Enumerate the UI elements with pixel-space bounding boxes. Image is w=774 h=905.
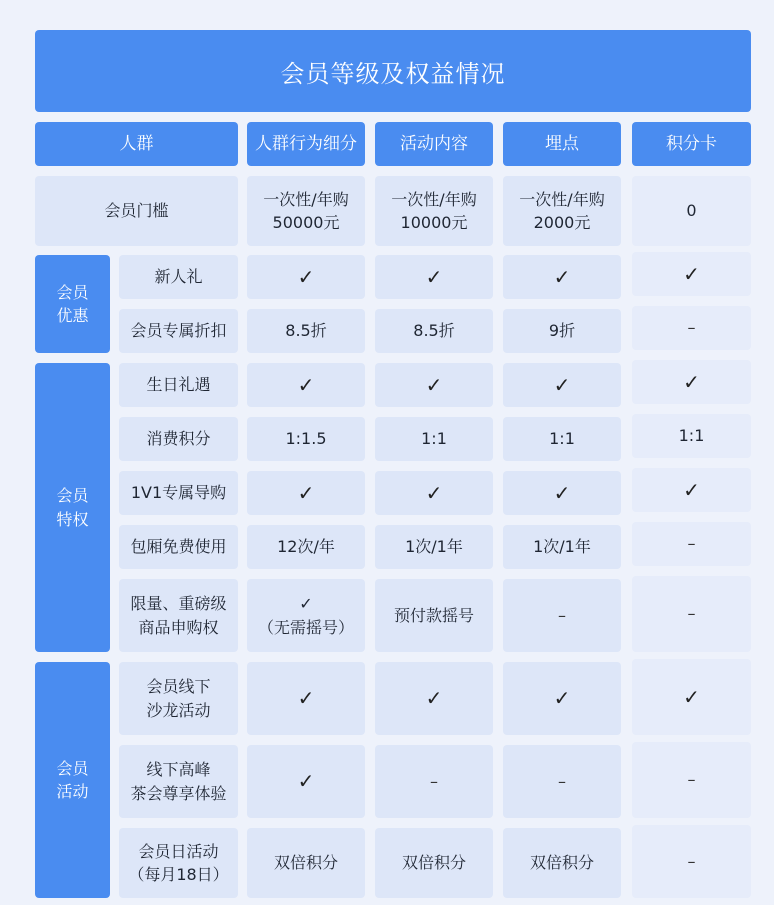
table-cell: 预付款摇号	[375, 579, 493, 652]
table-cell: 双倍积分	[247, 828, 365, 898]
header-col1: 人群行为细分	[247, 122, 365, 166]
row-label: 生日礼遇	[119, 363, 238, 407]
threshold-col2: 一次性/年购 10000元	[375, 176, 493, 246]
check-icon: ✓	[247, 745, 365, 818]
threshold-col4: 0	[632, 176, 751, 246]
header-col2: 活动内容	[375, 122, 493, 166]
check-icon: ✓	[247, 471, 365, 515]
row-label: 1V1专属导购	[119, 471, 238, 515]
row-label-threshold: 会员门槛	[35, 176, 238, 246]
check-icon: ✓	[503, 363, 621, 407]
row-label: 新人礼	[119, 255, 238, 299]
check-icon: ✓	[375, 363, 493, 407]
table-cell: 双倍积分	[375, 828, 493, 898]
row-label: 会员线下 沙龙活动	[119, 662, 238, 735]
row-label: 会员专属折扣	[119, 309, 238, 353]
table-cell: 1次/1年	[503, 525, 621, 569]
table-cell: 12次/年	[247, 525, 365, 569]
table-cell: 1次/1年	[375, 525, 493, 569]
table-cell: ✓ （无需摇号）	[247, 579, 365, 652]
row-label: 包厢免费使用	[119, 525, 238, 569]
group-member-privilege: 会员 特权	[35, 363, 110, 652]
header-col3: 埋点	[503, 122, 621, 166]
row-label: 线下高峰 茶会尊享体验	[119, 745, 238, 818]
table-cell: 8.5折	[247, 309, 365, 353]
check-icon: ✓	[503, 662, 621, 735]
dash-icon: –	[632, 825, 751, 898]
dash-icon: –	[503, 579, 621, 652]
row-label: 限量、重磅级 商品申购权	[119, 579, 238, 652]
dash-icon: –	[375, 745, 493, 818]
header-crowd: 人群	[35, 122, 238, 166]
row-label: 消费积分	[119, 417, 238, 461]
dash-icon: –	[503, 745, 621, 818]
check-icon: ✓	[375, 471, 493, 515]
check-icon: ✓	[247, 363, 365, 407]
threshold-col3: 一次性/年购 2000元	[503, 176, 621, 246]
check-icon: ✓	[632, 360, 751, 404]
check-icon: ✓	[503, 471, 621, 515]
table-cell: 1:1	[632, 414, 751, 458]
check-icon: ✓	[247, 662, 365, 735]
dash-icon: –	[632, 306, 751, 350]
check-icon: ✓	[632, 252, 751, 296]
page-title: 会员等级及权益情况	[35, 30, 751, 112]
table-cell: 双倍积分	[503, 828, 621, 898]
check-icon: ✓	[503, 255, 621, 299]
check-icon: ✓	[632, 468, 751, 512]
table-cell: 9折	[503, 309, 621, 353]
group-member-discount: 会员 优惠	[35, 255, 110, 353]
check-icon: ✓	[375, 255, 493, 299]
table-cell: 8.5折	[375, 309, 493, 353]
header-col4: 积分卡	[632, 122, 751, 166]
table-cell: 1:1	[503, 417, 621, 461]
dash-icon: –	[632, 576, 751, 652]
row-label: 会员日活动 （每月18日）	[119, 828, 238, 898]
table-cell: 1:1	[375, 417, 493, 461]
dash-icon: –	[632, 742, 751, 818]
threshold-col1: 一次性/年购 50000元	[247, 176, 365, 246]
check-icon: ✓	[247, 255, 365, 299]
dash-icon: –	[632, 522, 751, 566]
table-cell: 1:1.5	[247, 417, 365, 461]
group-member-activity: 会员 活动	[35, 662, 110, 898]
check-icon: ✓	[375, 662, 493, 735]
check-icon: ✓	[632, 659, 751, 735]
